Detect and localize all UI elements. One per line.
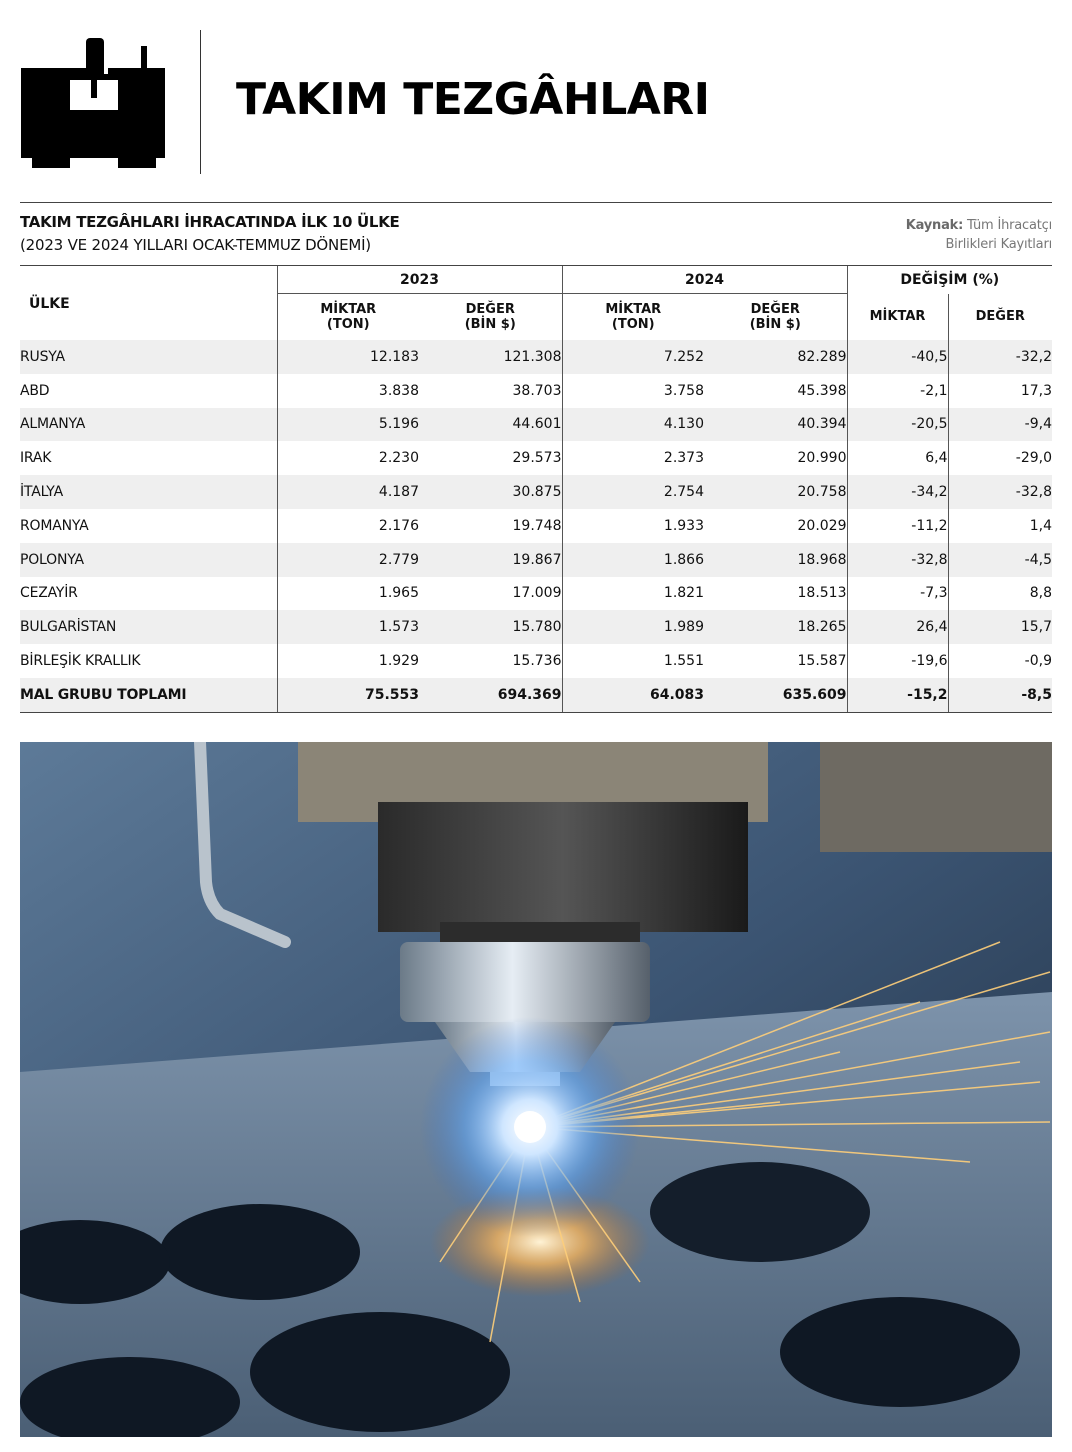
col-header-chg-val: DEĞER — [948, 294, 1052, 341]
col-header-val-2024: DEĞER (BİN $) — [749, 302, 801, 332]
table-total-row: MAL GRUBU TOPLAMI 75.553 694.369 64.083 635.609 -15,2 -8,5 — [20, 678, 1052, 712]
table-row: İTALYA 4.187 30.875 2.754 20.758 -34,2 -32,8 — [20, 475, 1052, 509]
source-text-2: Birlikleri Kayıtları — [945, 237, 1052, 252]
table-row: CEZAYİR 1.965 17.009 1.821 18.513 -7,3 8,8 — [20, 577, 1052, 611]
page-header — [0, 0, 1072, 200]
export-table — [20, 266, 1052, 713]
table-subtitle: (2023 VE 2024 YILLARI OCAK-TEMMUZ DÖNEMİ) — [20, 236, 371, 254]
col-header-val-2023: DEĞER (BİN $) — [464, 302, 516, 332]
table-row: BİRLEŞİK KRALLIK 1.929 15.736 1.551 15.587 -19,6 -0,9 — [20, 644, 1052, 678]
table-row: RUSYA 12.183 121.308 7.252 82.289 -40,5 -32,2 — [20, 340, 1052, 374]
source-text-1: Tüm İhracatçı — [967, 218, 1052, 233]
source-label: Kaynak: — [905, 218, 964, 233]
col-header-qty-2024: MİKTAR (TON) — [562, 294, 704, 341]
col-header-change: DEĞİŞİM (%) — [847, 266, 1052, 294]
cnc-machine-icon — [20, 36, 168, 170]
col-header-country: ÜLKE — [29, 296, 70, 312]
table-row: ALMANYA 5.196 44.601 4.130 40.394 -20,5 -9,4 — [20, 408, 1052, 442]
table-row: POLONYA 2.779 19.867 1.866 18.968 -32,8 -4,5 — [20, 543, 1052, 577]
table-row: IRAK 2.230 29.573 2.373 20.990 6,4 -29,0 — [20, 441, 1052, 475]
header-row-years — [20, 266, 1052, 294]
col-header-2024: 2024 — [562, 266, 847, 294]
col-header-qty-2023: MİKTAR (TON) — [277, 294, 419, 341]
top-rule — [20, 202, 1052, 203]
source-note — [906, 216, 1052, 254]
laser-cutting-illustration — [20, 742, 1052, 1437]
col-header-chg-qty: MİKTAR — [847, 294, 948, 341]
header-divider — [200, 30, 201, 174]
page-title: TAKIM TEZGÂHLARI — [236, 74, 710, 125]
table-row: ABD 3.838 38.703 3.758 45.398 -2,1 17,3 — [20, 374, 1052, 408]
table-row: ROMANYA 2.176 19.748 1.933 20.029 -11,2 1,4 — [20, 509, 1052, 543]
laser-cutting-photo — [20, 742, 1052, 1437]
col-header-2023: 2023 — [277, 266, 562, 294]
table-row: BULGARİSTAN 1.573 15.780 1.989 18.265 26,4 15,7 — [20, 610, 1052, 644]
table-title: TAKIM TEZGÂHLARI İHRACATINDA İLK 10 ÜLKE — [20, 213, 400, 231]
